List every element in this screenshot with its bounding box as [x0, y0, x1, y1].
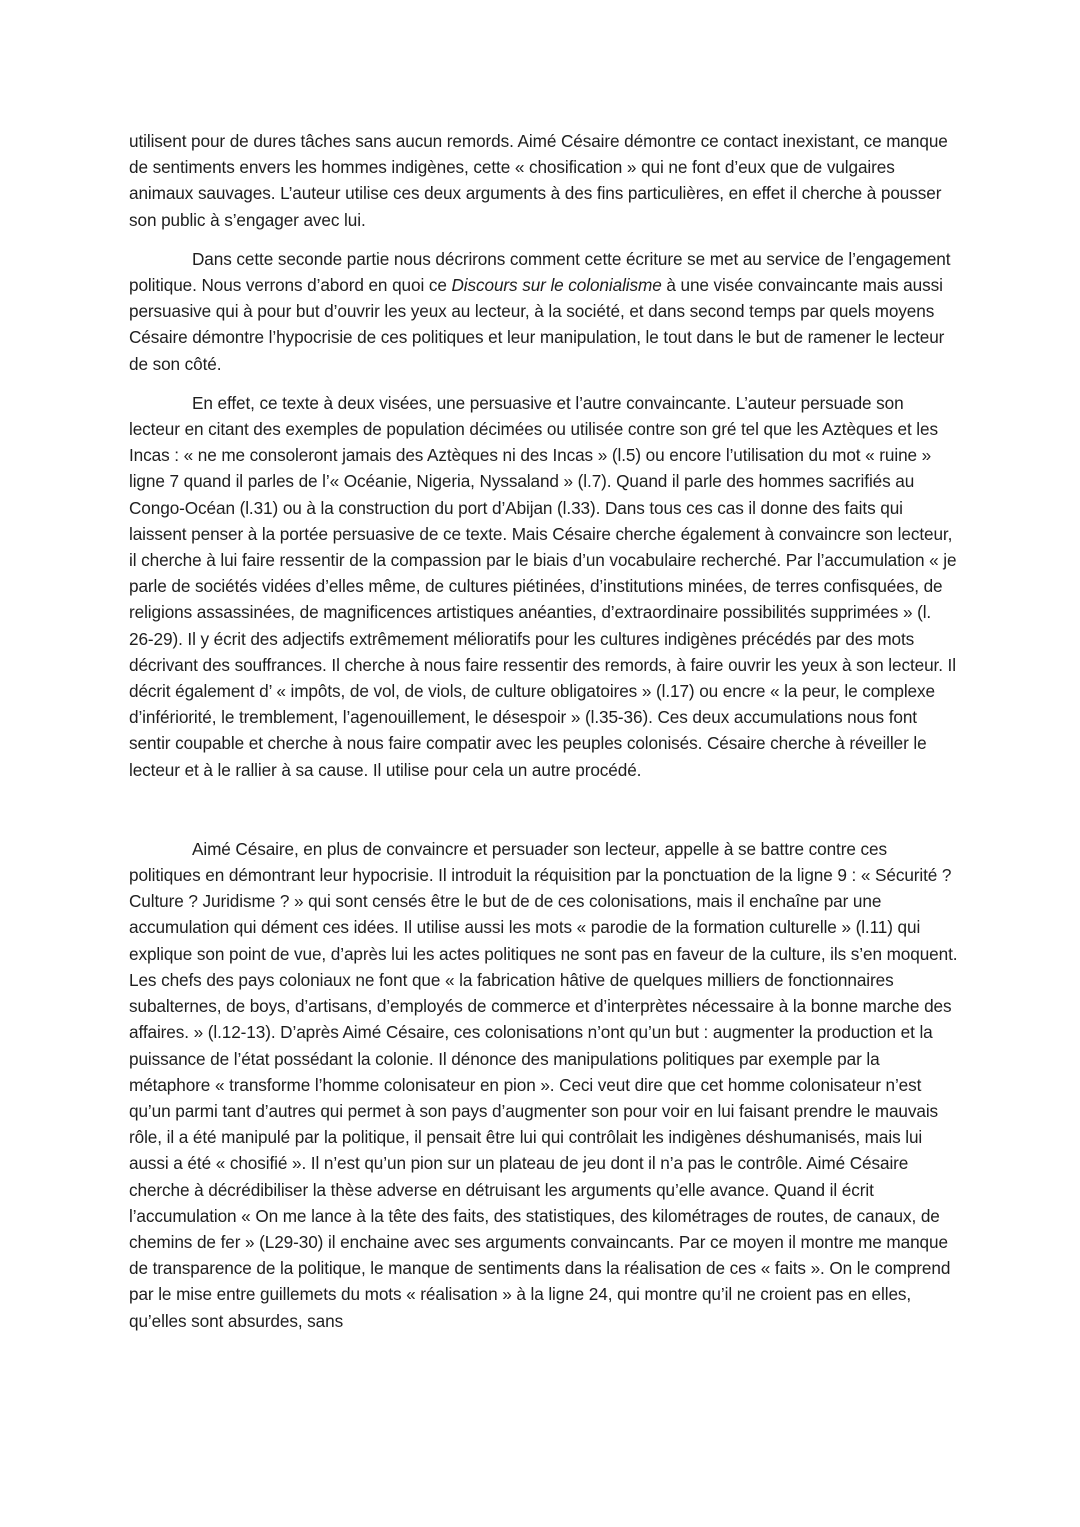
- section-spacer: [129, 796, 959, 836]
- paragraph-text-after-title: à une visée convaincante mais aussi persuasive qui à pour but d’ouvrir les yeux au lecteur, à la société, et dans second temps par quels moyens Césaire démontre l’hypocrisie de ces politiques et leur manipulation, le tout dans le but de ramener le lecteur de son côté.: [129, 275, 945, 374]
- work-title: Discours sur le colonialisme: [451, 275, 662, 296]
- paragraph-text-before-title: Dans cette seconde partie nous décrirons comment cette écriture se met au service de l’engagement politique. Nous verrons d’abord en quoi ce: [129, 248, 951, 296]
- paragraph-second-part-intro: [129, 246, 959, 377]
- paragraph-hypocrisy: Aimé Césaire, en plus de convaincre et persuader son lecteur, appelle à se battre contre ces politiques en démontrant leur hypocrisie. Il introduit la réquisition par la ponctuation de la ligne 9 : « Sécurité ? Culture ? Juridisme ? » qui sont censés être le but de de ces colonisations, mais il enchaîne par une accumulation qui dément ces idées. Il utilise aussi les mots « parodie de la formation culturelle » (l.11) qui explique son point de vue, d’après lui les actes politiques ne sont pas en faveur de la culture, ils s’en moquent. Les chefs des pays coloniaux ne font que « la fabrication hâtive de quelques milliers de fonctionnaires subalternes, de boys, d’artisans, d’employés de commerce et d’interprètes nécessaire à la bonne marche des affaires. » (l.12-13). D’après Aimé Césaire, ces colonisations n’ont qu’un but : augmenter la production et la puissance de l’état possédant la colonie. Il dénonce des manipulations politiques par exemple par la métaphore « transforme l’homme colonisateur en pion ». Ceci veut dire que cet homme colonisateur n’est qu’un parmi tant d’autres qui permet à son pays d’augmenter son pour voir en lui faisant prendre le mauvais rôle, il a été manipulé par la politique, il pensait être lui qui contrôlait les indigènes déshumanisés, mais lui aussi a été « chosifié ». Il n’est qu’un pion sur un plateau de jeu dont il n’a pas le contrôle. Aimé Césaire cherche à décrédibiliser la thèse adverse en détruisant les arguments qu’elle avance. Quand il écrit l’accumulation « On me lance à la tête des faits, des statistiques, des kilométrages de routes, de canaux, de chemins de fer » (L29-30) il enchaine avec ses arguments convaincants. Par ce moyen il montre me manque de transparence de la politique, le manque de sentiments dans la réalisation de ces « faits ». On le comprend par le mise entre guillemets du mots « réalisation » à la ligne 24, qui montre qu’il ne croient pas en elles, qu’elles sont absurdes, sans: [129, 838, 958, 1331]
- document-page: [129, 128, 959, 1347]
- paragraph-continuation: utilisent pour de dures tâches sans aucun remords. Aimé Césaire démontre ce contact inexistant, ce manque de sentiments envers les hommes indigènes, cette « chosification » qui ne font d’eux que de vulgaires animaux sauvages. L’auteur utilise ces deux arguments à des fins particulières, en effet il cherche à pousser son public à s’engager avec lui.: [129, 131, 948, 230]
- paragraph-persuasive-convincing: En effet, ce texte à deux visées, une persuasive et l’autre convaincante. L’auteur persuade son lecteur en citant des exemples de population décimées ou utilisée contre son gré tel que les Aztèques et les Incas : « ne me consoleront jamais des Aztèques ni des Incas » (l.5) ou encore l’utilisation du mot « ruine » ligne 7 quand il parles de l’« Océanie, Nigeria, Nyssaland » (l.7). Quand il parle des hommes sacrifiés au Congo-Océan (l.31) ou à la construction du port d’Abijan (l.33). Dans tous ces cas il donne des faits qui laissent penser à la portée persuasive de ce texte. Mais Césaire cherche également à convaincre son lecteur, il cherche à lui faire ressentir de la compassion par le biais d’un vocabulaire recherché. Par l’accumulation « je parle de sociétés vidées d’elles même, de cultures piétinées, d’institutions minées, de terres confisquées, de religions assassinées, de magnificences artistiques anéanties, d’extraordinaire possibilités supprimées » (l. 26-29). Il y écrit des adjectifs extrêmement mélioratifs pour les cultures indigènes précédés par des mots décrivant des souffrances. Il cherche à nous faire ressentir des remords, à faire ouvrir les yeux à son lecteur. Il décrit également d’ « impôts, de vol, de viols, de culture obligatoires » (l.17) ou encre « la peur, le complexe d’infériorité, le tremblement, l’agenouillement, le désespoir » (l.35-36). Ces deux accumulations nous font sentir coupable et cherche à nous faire compatir avec les peuples colonisés. Césaire cherche à réveiller le lecteur et à le rallier à sa cause. Il utilise pour cela un autre procédé.: [129, 392, 957, 780]
